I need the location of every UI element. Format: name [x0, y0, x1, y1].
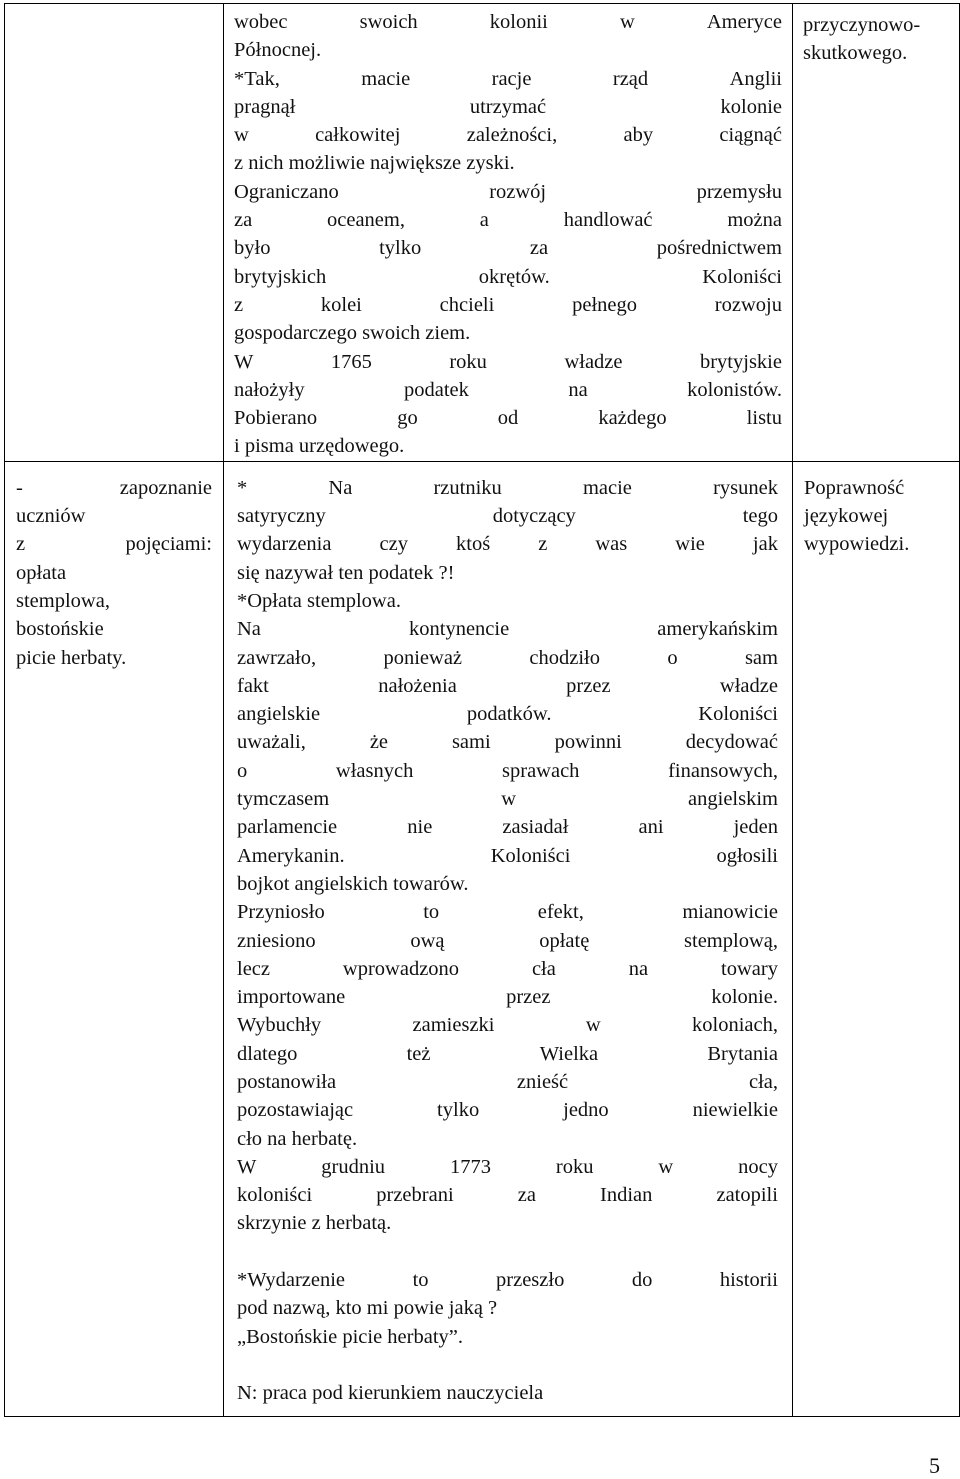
word: podatek — [404, 378, 469, 401]
word: listu — [746, 407, 782, 430]
word: w — [501, 788, 517, 811]
word: aby — [623, 124, 654, 147]
text-line — [237, 983, 778, 1011]
word: kolonii — [489, 11, 548, 33]
cell-text — [5, 4, 223, 11]
text-line — [237, 474, 778, 502]
word: Pobierano — [234, 407, 318, 430]
text-line: stemplowa, — [16, 589, 110, 612]
word: zamieszki — [412, 1014, 495, 1037]
word: sam — [744, 646, 778, 669]
word: do — [631, 1269, 653, 1292]
cell-text — [793, 4, 959, 68]
word: historii — [719, 1269, 778, 1292]
word: przeszło — [496, 1269, 565, 1292]
word: * — [237, 476, 248, 499]
word: cła — [531, 957, 556, 980]
text-line — [237, 1040, 778, 1068]
word: to — [423, 901, 440, 924]
word: finansowych, — [668, 759, 778, 782]
word: was — [595, 533, 628, 556]
word: tylko — [379, 237, 422, 260]
word: importowane — [237, 986, 346, 1009]
lesson-plan-table — [4, 3, 960, 1417]
text-line — [234, 263, 782, 291]
text-line — [237, 1011, 778, 1039]
text-line — [234, 121, 782, 149]
word: tylko — [437, 1099, 480, 1122]
word: Anglii — [729, 67, 782, 90]
word: okrętów. — [478, 265, 550, 288]
text-line — [234, 206, 782, 234]
table-cell-notes — [793, 4, 960, 462]
word: Na — [328, 476, 353, 499]
word: angielskim — [688, 788, 778, 811]
word: o — [667, 646, 678, 669]
word: nałożyły — [234, 378, 305, 401]
word: rysunek — [713, 476, 778, 499]
word: grudniu — [321, 1155, 386, 1178]
word: całkowitej — [315, 124, 401, 147]
text-line: się nazywał ten podatek ?! — [237, 561, 455, 584]
cell-text — [224, 462, 792, 1408]
text-line — [237, 757, 778, 785]
word: ciągnąć — [719, 124, 782, 147]
word: nałożenia — [378, 674, 457, 697]
text-line — [237, 530, 778, 558]
word: za — [529, 237, 549, 260]
word: swoich — [359, 11, 418, 33]
text-line: cło na herbatę. — [237, 1127, 358, 1150]
word: nocy — [738, 1155, 778, 1178]
table-cell-goals — [5, 461, 224, 1416]
page-number: 5 — [929, 1453, 940, 1478]
word: koloniści — [237, 1184, 313, 1207]
text-line: z nich możliwie największe zyski. — [234, 152, 515, 175]
text-line: bojkot angielskich towarów. — [237, 872, 469, 895]
word: z — [16, 533, 26, 556]
word: przez — [506, 986, 551, 1009]
text-line — [237, 927, 778, 955]
word: Przyniosło — [237, 901, 325, 924]
word: utrzymać — [469, 95, 547, 118]
text-line — [237, 672, 778, 700]
text-line: Poprawność — [804, 476, 905, 499]
word: angielskie — [237, 703, 321, 726]
word: dotyczący — [492, 505, 576, 528]
word: pośrednictwem — [656, 237, 782, 260]
cell-text — [224, 4, 792, 461]
word: zasiadał — [502, 816, 569, 839]
text-line — [234, 234, 782, 262]
word: macie — [361, 67, 411, 90]
word: wie — [675, 533, 705, 556]
text-line: pod nazwą, kto mi powie jaką ? — [237, 1297, 498, 1320]
word: stemplową, — [684, 929, 778, 952]
word: z — [234, 293, 244, 316]
word: też — [406, 1042, 431, 1065]
text-line: opłata — [16, 561, 67, 584]
word: W — [234, 350, 254, 373]
word: władze — [564, 350, 623, 373]
word: macie — [582, 476, 632, 499]
word: jedno — [563, 1099, 609, 1122]
text-line — [237, 615, 778, 643]
word: *Tak, — [234, 67, 280, 90]
text-line — [234, 178, 782, 206]
word: pojęciami: — [125, 533, 212, 556]
word: Koloniści — [702, 265, 782, 288]
word: własnych — [335, 759, 414, 782]
text-line: i pisma urzędowego. — [234, 435, 405, 458]
word: jeden — [733, 816, 778, 839]
text-line — [234, 291, 782, 319]
word: powinni — [554, 731, 622, 754]
word: o — [237, 759, 248, 782]
word: 1765 — [330, 350, 372, 373]
word: efekt, — [537, 901, 584, 924]
word: kolonie — [720, 95, 782, 118]
word: Amerykanin. — [237, 844, 345, 867]
word: sami — [451, 731, 491, 754]
word: czy — [379, 533, 408, 556]
word: a — [479, 209, 489, 232]
table-row — [5, 4, 960, 462]
text-line — [237, 955, 778, 983]
text-line — [237, 785, 778, 813]
word: sprawach — [502, 759, 580, 782]
cell-text — [793, 462, 959, 559]
word: W — [237, 1155, 257, 1178]
text-line — [234, 93, 782, 121]
word: satyryczny — [237, 505, 326, 528]
word: zniesiono — [237, 929, 316, 952]
word: za — [517, 1184, 536, 1207]
word: amerykańskim — [657, 618, 778, 641]
text-line — [237, 1351, 778, 1379]
word: roku — [555, 1155, 594, 1178]
text-line — [237, 898, 778, 926]
text-line — [237, 1181, 778, 1209]
word: koloniach, — [692, 1014, 778, 1037]
text-line — [234, 348, 782, 376]
word: tymczasem — [237, 788, 330, 811]
word: 1773 — [449, 1155, 491, 1178]
text-line — [237, 1238, 778, 1266]
text-line — [237, 644, 778, 672]
word: *Wydarzenie — [237, 1269, 346, 1292]
text-line: Północnej. — [234, 39, 322, 62]
word: pozostawiając — [237, 1099, 354, 1122]
word: wprowadzono — [342, 957, 460, 980]
word: pragnął — [234, 95, 296, 118]
text-line — [237, 1153, 778, 1181]
word: kontynencie — [409, 618, 510, 641]
text-line — [237, 700, 778, 728]
word: w — [658, 1155, 674, 1178]
cell-text — [5, 462, 223, 672]
word: handlować — [563, 209, 653, 232]
word: Brytania — [707, 1042, 778, 1065]
word: towary — [721, 957, 778, 980]
text-line — [237, 728, 778, 756]
word: na — [568, 378, 588, 401]
word: na — [628, 957, 649, 980]
text-line — [234, 376, 782, 404]
word: nie — [407, 816, 433, 839]
word: chcieli — [439, 293, 495, 316]
text-line: picie herbaty. — [16, 646, 127, 669]
word: wobec — [234, 11, 288, 33]
table-cell-goals — [5, 4, 224, 462]
text-line — [16, 530, 212, 558]
table-row — [5, 461, 960, 1416]
word: kolei — [320, 293, 362, 316]
word: tego — [742, 505, 778, 528]
word: za — [234, 209, 253, 232]
text-line — [234, 8, 782, 36]
text-line — [237, 502, 778, 530]
word: każdego — [598, 407, 667, 430]
text-line: bostońskie — [16, 618, 104, 641]
text-line — [237, 842, 778, 870]
word: rozwoju — [714, 293, 782, 316]
word: uważali, — [237, 731, 306, 754]
word: cła, — [748, 1070, 778, 1093]
word: roku — [449, 350, 487, 373]
text-line: gospodarczego swoich ziem. — [234, 322, 471, 345]
text-line: uczniów — [16, 505, 86, 528]
word: w — [234, 124, 249, 147]
text-line: skrzynie z herbatą. — [237, 1212, 392, 1235]
word: postanowiła — [237, 1070, 337, 1093]
word: przemysłu — [696, 180, 782, 203]
word: Ograniczano — [234, 180, 339, 203]
word: ktoś — [456, 533, 491, 556]
word: Na — [237, 618, 261, 641]
word: Koloniści — [698, 703, 778, 726]
word: - — [16, 476, 23, 499]
text-line — [234, 404, 782, 432]
text-line: przyczynowo- — [803, 14, 921, 36]
word: Ameryce — [706, 11, 782, 33]
word: mianowicie — [682, 901, 778, 924]
word: rzutniku — [433, 476, 502, 499]
word: znieść — [516, 1070, 569, 1093]
word: fakt — [237, 674, 269, 697]
table-cell-course — [224, 461, 793, 1416]
word: lecz — [237, 957, 270, 980]
text-line: wypowiedzi. — [804, 533, 910, 556]
word: zawrzało, — [237, 646, 317, 669]
word: oceanem, — [327, 209, 405, 232]
word: było — [234, 237, 271, 260]
text-line — [16, 474, 212, 502]
text-line: „Bostońskie picie herbaty”. — [237, 1325, 464, 1348]
word: Wielka — [539, 1042, 599, 1065]
word: Indian — [600, 1184, 653, 1207]
word: Koloniści — [490, 844, 571, 867]
text-line — [237, 1266, 778, 1294]
word: ponieważ — [383, 646, 463, 669]
word: można — [727, 209, 782, 232]
word: decydować — [685, 731, 778, 754]
word: kolonistów. — [687, 378, 782, 401]
word: od — [497, 407, 519, 430]
word: pełnego — [572, 293, 637, 316]
text-line: skutkowego. — [803, 42, 908, 65]
text-line — [234, 65, 782, 93]
word: rozwój — [489, 180, 547, 203]
word: rząd — [612, 67, 649, 90]
word: podatków. — [466, 703, 552, 726]
word: zatopili — [716, 1184, 778, 1207]
word: przez — [566, 674, 611, 697]
text-line — [237, 1096, 778, 1124]
word: Wybuchły — [237, 1014, 322, 1037]
word: władze — [719, 674, 778, 697]
word: w — [585, 1014, 601, 1037]
word: chodziło — [529, 646, 600, 669]
text-line: językowej — [804, 505, 889, 528]
word: go — [397, 407, 418, 430]
table-cell-notes — [793, 461, 960, 1416]
word: brytyjskie — [699, 350, 782, 373]
word: dlatego — [237, 1042, 298, 1065]
word: w — [619, 11, 635, 33]
word: zapoznanie — [119, 476, 212, 499]
word: racje — [491, 67, 532, 90]
word: brytyjskich — [234, 265, 327, 288]
text-line: *Opłata stemplowa. — [237, 589, 401, 612]
word: ogłosili — [716, 844, 778, 867]
word: jak — [752, 533, 778, 556]
word: że — [369, 731, 389, 754]
word: kolonie. — [711, 986, 778, 1009]
word: to — [412, 1269, 429, 1292]
table-cell-course — [224, 4, 793, 462]
word: ani — [638, 816, 664, 839]
word: ową — [410, 929, 445, 952]
word: wydarzenia — [237, 533, 332, 556]
word: opłatę — [539, 929, 590, 952]
word: z — [538, 533, 548, 556]
word: zależności, — [466, 124, 558, 147]
text-line — [237, 813, 778, 841]
text-line — [237, 1068, 778, 1096]
word: niewielkie — [692, 1099, 778, 1122]
word: przebrani — [376, 1184, 454, 1207]
text-line: N: praca pod kierunkiem nauczyciela — [237, 1382, 544, 1405]
word: parlamencie — [237, 816, 338, 839]
